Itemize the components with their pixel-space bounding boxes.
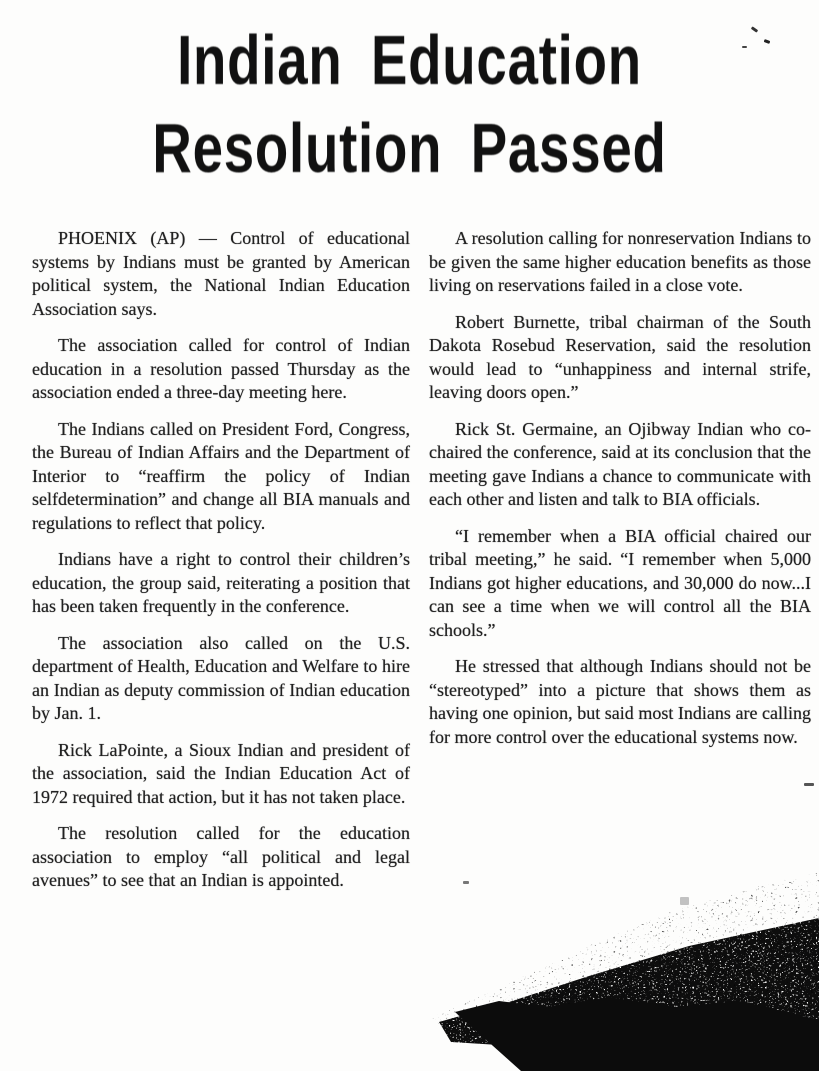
article-paragraph: PHOENIX (AP) — Control of educational systems by Indians must be granted by American political system, the National Indian Education Association says. xyxy=(32,228,410,319)
scan-speck xyxy=(742,46,747,48)
article-paragraph: A resolution calling for nonreservation Indians to be given the same higher education benefits as those living on reservations failed in a close vote. xyxy=(429,228,811,295)
article-paragraph: The Indians called on President Ford, Congress, the Bureau of Indian Affairs and the Department of Interior to “reaffirm the policy of Indian selfdetermination” and change all BIA manuals and regulations to reflect that policy. xyxy=(32,418,410,533)
article-column-left xyxy=(32,227,410,906)
article-paragraph: The association called for control of Indian education in a resolution passed Thursday as the association ended a three-day meeting here. xyxy=(32,335,410,402)
article-paragraph: Rick LaPointe, a Sioux Indian and president of the association, said the Indian Education Act of 1972 required that action, but it has not taken place. xyxy=(32,739,410,807)
torn-paper-solid-wedge xyxy=(455,997,819,1071)
article-paragraph: The resolution called for the education association to employ “all political and legal avenues” to see that an Indian is appointed. xyxy=(32,823,410,890)
article-paragraph: He stressed that although Indians should not be “stereotyped” into a picture that shows them as having one opinion, but said most Indians are calling for more control over the educational systems now. xyxy=(429,656,811,747)
article-paragraph: Rick St. Germaine, an Ojibway Indian who co-chaired the conference, said at its conclusion that the meeting gave Indians a chance to communicate with each other and listen and talk to BIA officials. xyxy=(429,418,811,509)
scan-speck xyxy=(463,881,469,884)
headline-line-1: Indian Education xyxy=(177,21,642,99)
headline-line-2: Resolution Passed xyxy=(152,109,667,187)
scan-noise-graphic xyxy=(429,860,819,1071)
article-column-right xyxy=(429,227,811,762)
article-paragraph: Robert Burnette, tribal chairman of the South Dakota Rosebud Reservation, said the resolution would lead to “unhappiness and internal strife, leaving doors open.” xyxy=(429,311,811,402)
article-paragraph: Indians have a right to control their children’s education, the group said, reiterating a position that has been taken frequently in the conference. xyxy=(32,549,410,616)
scan-speck xyxy=(680,897,689,905)
article-paragraph: “I remember when a BIA official chaired our tribal meeting,” he said. “I remember when 5,000 Indians got higher educations, and 30,000 do now...I can see a time when we will control all the BIA schools.” xyxy=(429,525,811,640)
torn-paper-scan-artifact xyxy=(429,860,819,1071)
article-paragraph: The association also called on the U.S. department of Health, Education and Welfare to hire an Indian as deputy commission of Indian education by Jan. 1. xyxy=(32,632,410,723)
scan-speck xyxy=(804,783,814,786)
headline xyxy=(0,16,819,192)
